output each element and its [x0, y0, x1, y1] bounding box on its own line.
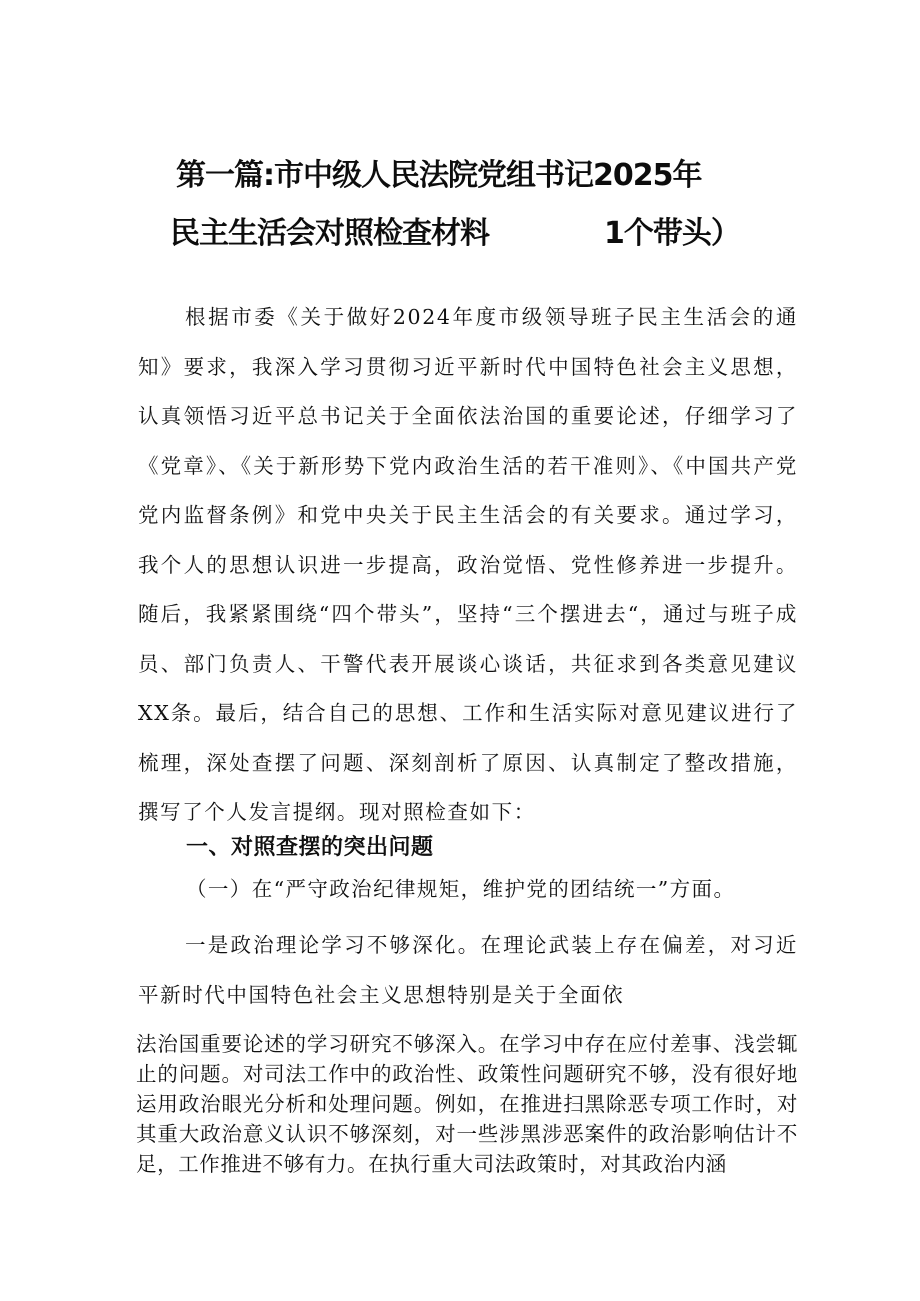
document-title-line-2-right: 1个带头） [604, 216, 740, 251]
document-title-line-2-left: 民主生活会对照检查材料 [170, 216, 489, 251]
continued-paragraph: 法治国重要论述的学习研究不够深入。在学习中存在应付差事、浅尝辄止的问题。对司法工作中的政治性、政策性问题研究不够，没有很好地运用政治眼光分析和处理问题。例如，在推进扫黑除恶专项工作时，对其重大政治意义认识不够深刻，对一些涉黑涉恶案件的政治影响估计不足，工作推进不够有力。在执行重大司法政策时，对其政治内涵 [136, 1032, 798, 1176]
point-paragraph: 一是政治理论学习不够深化。在理论武装上存在偏差，对习近平新时代中国特色社会主义思想特别是关于全面依 [138, 933, 798, 1007]
document-title-line-1: 第一篇:市中级人民法院党组书记2025年 [176, 158, 702, 193]
sub-heading: （一）在“严守政治纪律规矩，维护党的团结统一”方面。 [186, 877, 736, 901]
section-heading: 一、对照查摆的突出问题 [186, 835, 434, 860]
intro-paragraph: 根据市委《关于做好2024年度市级领导班子民主生活会的通知》要求，我深入学习贯彻习近平新时代中国特色社会主义思想，认真领悟习近平总书记关于全面依法治国的重要论述，仔细学习了《党章》、《关于新形势下党内政治生活的若干准则》、《中国共产党党内监督条例》和党中央关于民主生活会的有关要求。通过学习，我个人的思想认识进一步提高，政治觉悟、党性修养进一步提升。随后，我紧紧围绕“四个带头”，坚持“三个摆进去“，通过与班子成员、部门负责人、干警代表开展谈心谈话，共征求到各类意见建议XX条。最后，结合自己的思想、工作和生活实际对意见建议进行了梳理，深处查摆了问题、深刻剖析了原因、认真制定了整改措施，撰写了个人发言提纲。现对照检查如下： [138, 305, 798, 824]
